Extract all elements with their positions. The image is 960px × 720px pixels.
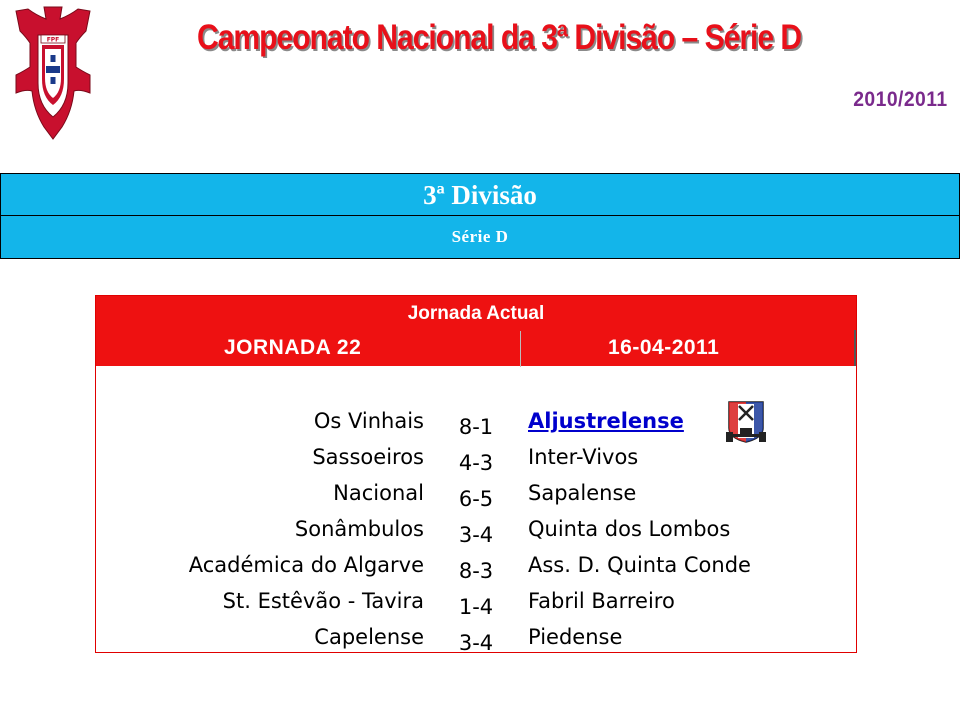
home-team: Sassoeiros: [312, 445, 424, 469]
season-label: 2010/2011: [853, 88, 948, 111]
current-round-card: [95, 295, 857, 653]
card-heading: Jornada Actual: [96, 296, 856, 330]
match-score: 8-3: [458, 559, 494, 583]
home-team: Académica do Algarve: [188, 553, 424, 577]
home-team: Capelense: [314, 625, 424, 649]
match-score: 6-5: [458, 487, 494, 511]
match-row: [96, 404, 856, 440]
header-divider: [520, 331, 521, 367]
match-score: 8-1: [458, 415, 494, 439]
home-team: St. Estêvão - Tavira: [222, 589, 424, 613]
match-row: [96, 476, 856, 512]
home-team: Sonâmbulos: [294, 517, 424, 541]
match-row: [96, 620, 856, 656]
away-team-link[interactable]: Aljustrelense: [528, 409, 684, 433]
home-team: Os Vinhais: [313, 409, 424, 433]
division-banner: [0, 173, 960, 259]
match-row: [96, 512, 856, 548]
crest-letters: FPF: [46, 36, 60, 44]
match-row: [96, 548, 856, 584]
away-team: Piedense: [528, 625, 623, 649]
away-team: Inter-Vivos: [528, 445, 639, 469]
round-date: 16-04-2011: [608, 336, 720, 359]
away-team: Ass. D. Quinta Conde: [528, 553, 751, 577]
away-team: Sapalense: [528, 481, 637, 505]
page-title: Campeonato Nacional da 3ª Divisão – Série D: [197, 18, 802, 57]
match-score: 1-4: [458, 595, 494, 619]
away-team: Quinta dos Lombos: [528, 517, 731, 541]
match-row: [96, 440, 856, 476]
fpf-crest-icon: [14, 5, 92, 141]
away-team: Fabril Barreiro: [528, 589, 675, 613]
division-title: 3ª Divisão: [1, 174, 959, 216]
match-row: [96, 584, 856, 620]
match-score: 3-4: [458, 523, 494, 547]
match-score: 3-4: [458, 631, 494, 655]
home-team: Nacional: [333, 481, 424, 505]
match-score: 4-3: [458, 451, 494, 475]
round-header: [96, 330, 856, 366]
aljustrelense-badge-icon: [725, 398, 767, 444]
round-label: JORNADA 22: [224, 336, 362, 359]
match-list: [96, 404, 856, 656]
series-title: Série D: [451, 227, 509, 246]
